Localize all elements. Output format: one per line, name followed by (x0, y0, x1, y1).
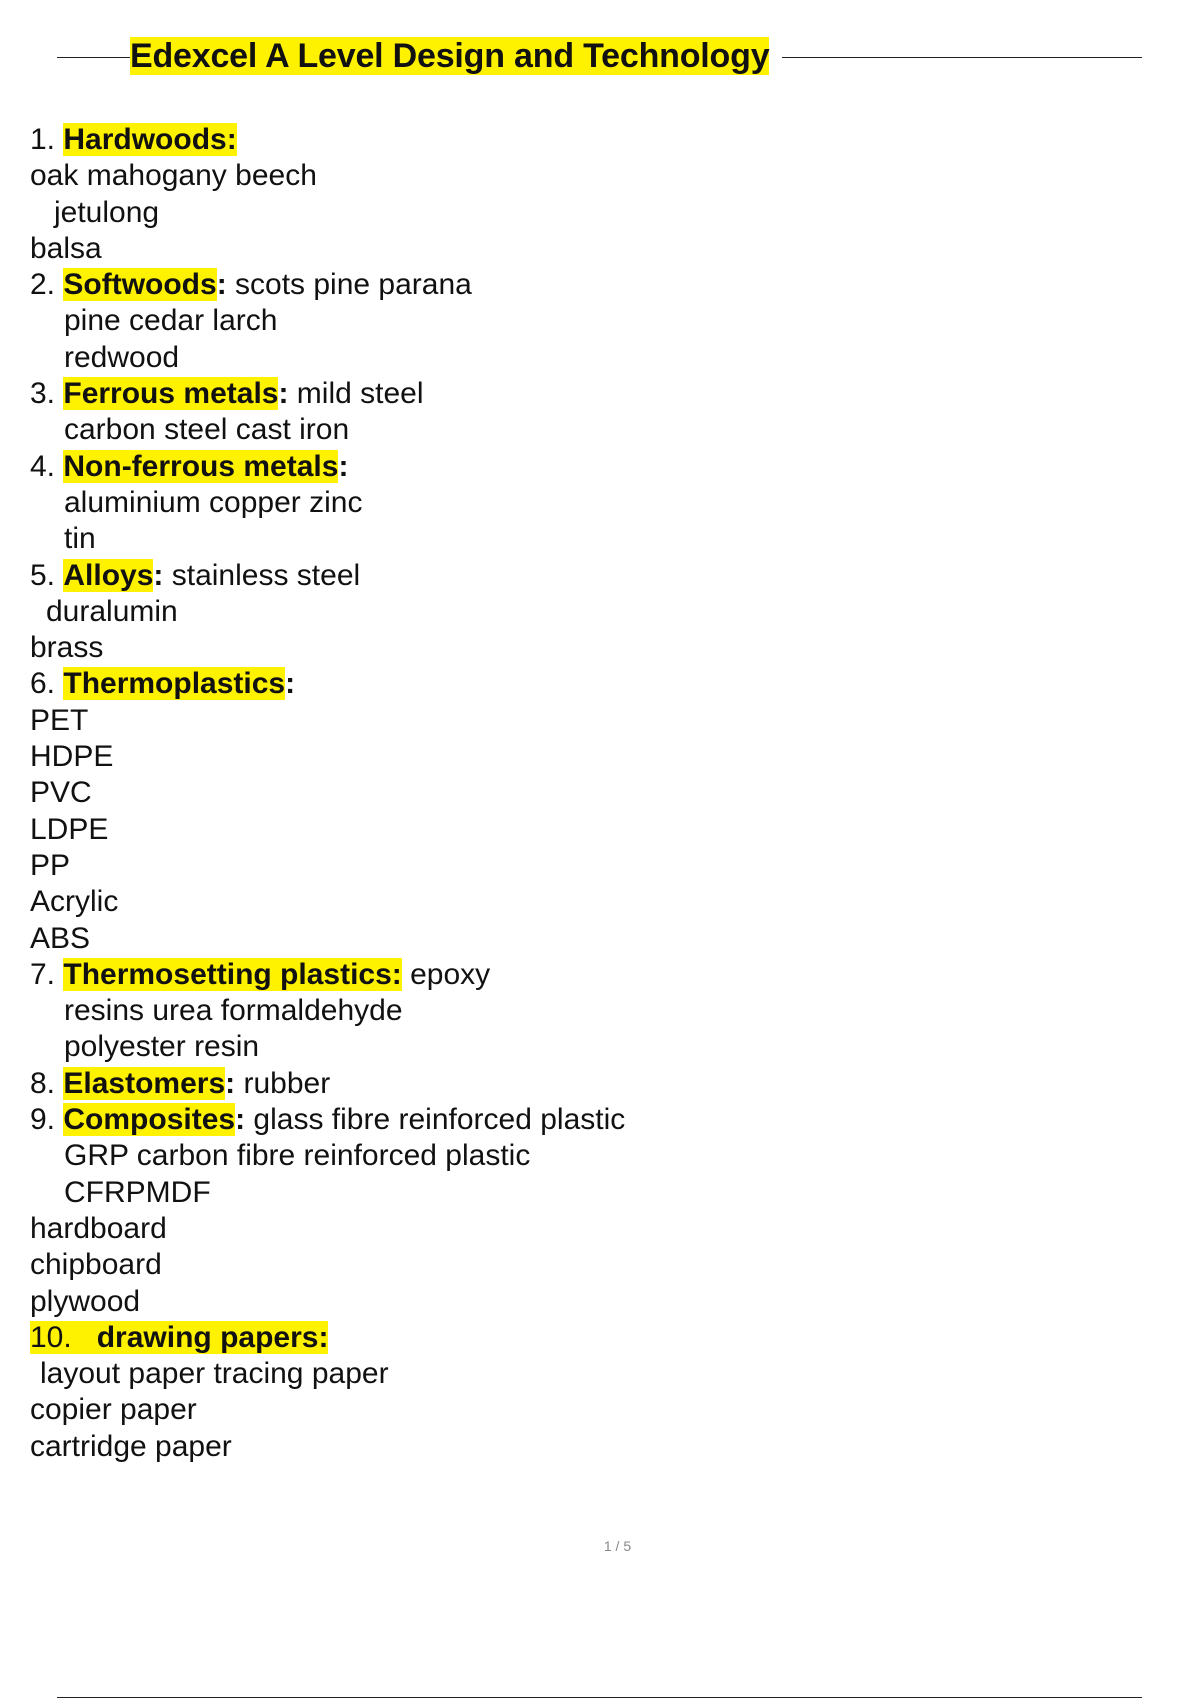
item-heading-colon: : (235, 1103, 246, 1137)
document-title (130, 35, 769, 77)
title-rule-right (782, 57, 1142, 58)
item-heading: drawing papers: (96, 1320, 329, 1354)
item-inline-text: epoxy (401, 957, 491, 991)
item-heading: Thermosetting plastics: (63, 957, 402, 991)
item-heading: Softwoods (63, 268, 217, 302)
item-heading-colon: : (338, 449, 349, 483)
list-item-thermoplastics (30, 666, 625, 702)
item-heading-colon: : (278, 377, 289, 411)
list-item-hardwoods (30, 122, 625, 158)
list-line: jetulong (54, 195, 160, 229)
item-number: 3. (30, 377, 56, 411)
item-heading-colon: : (216, 268, 227, 302)
list-line: ABS (30, 921, 91, 955)
item-heading: Elastomers (63, 1066, 226, 1100)
list-line: redwood (64, 340, 180, 374)
list-line: polyester resin (64, 1030, 260, 1064)
list-line: CFRPMDF (64, 1175, 211, 1209)
list-item-ferrous-metals (30, 376, 625, 412)
list-line: LDPE (30, 812, 109, 846)
item-number: 2. (30, 268, 56, 302)
list-line: plywood (30, 1284, 141, 1318)
item-number: 8. (30, 1066, 56, 1100)
list-item-non-ferrous-metals (30, 449, 625, 485)
item-heading: Thermoplastics (63, 667, 286, 701)
list-line: PP (30, 848, 71, 882)
list-line: pine cedar larch (64, 304, 278, 338)
item-heading-block (30, 1321, 328, 1354)
item-heading: Alloys (63, 558, 154, 592)
list-line: carbon steel cast iron (64, 413, 350, 447)
item-inline-text: rubber (235, 1066, 331, 1100)
item-heading: Composites (63, 1103, 236, 1137)
list-line: layout paper tracing paper (40, 1357, 389, 1391)
page-indicator: 1 / 5 (603, 1538, 632, 1554)
bottom-rule (57, 1697, 1142, 1698)
item-heading: Ferrous metals (63, 377, 279, 411)
item-heading-colon: : (225, 1066, 236, 1100)
list-line: resins urea formaldehyde (64, 994, 403, 1028)
list-line: copier paper (30, 1393, 197, 1427)
item-number: 7. (30, 957, 56, 991)
list-item-alloys (30, 558, 625, 594)
list-item-drawing-papers (30, 1320, 625, 1356)
list-line: PVC (30, 776, 92, 810)
list-item-composites (30, 1102, 625, 1138)
document-title-text: Edexcel A Level Design and Technology (130, 37, 770, 75)
item-number: 6. (30, 667, 56, 701)
item-inline-text: scots pine parana (226, 268, 472, 302)
item-heading-colon: : (285, 667, 296, 701)
list-line: HDPE (30, 740, 114, 774)
list-line: aluminium copper zinc (64, 485, 363, 519)
list-line: balsa (30, 231, 102, 265)
item-number: 5. (30, 558, 56, 592)
item-number: 9. (30, 1103, 56, 1137)
item-number: 1. (30, 123, 56, 156)
materials-list (30, 122, 625, 1465)
list-line: PET (30, 703, 89, 737)
list-line: Acrylic (30, 885, 119, 919)
item-inline-text: mild steel (288, 377, 424, 411)
item-inline-text: stainless steel (163, 558, 361, 592)
list-line: cartridge paper (30, 1429, 232, 1463)
list-line: duralumin (46, 594, 178, 628)
item-inline-text: glass fibre reinforced plastic (245, 1103, 626, 1137)
list-item-softwoods (30, 267, 625, 303)
item-heading: Hardwoods: (63, 123, 237, 156)
list-line: chipboard (30, 1248, 162, 1282)
list-item-elastomers (30, 1066, 625, 1102)
item-heading-colon: : (153, 558, 164, 592)
list-item-thermosetting-plastics (30, 957, 625, 993)
title-rule-left (57, 57, 130, 58)
list-line: GRP carbon fibre reinforced plastic (64, 1139, 531, 1173)
item-heading: Non-ferrous metals (63, 449, 339, 483)
list-line: hardboard (30, 1211, 167, 1245)
item-number: 4. (30, 449, 56, 483)
list-line: oak mahogany beech (30, 159, 317, 193)
item-number: 10. (30, 1320, 72, 1354)
list-line: tin (64, 522, 96, 556)
list-line: brass (30, 631, 104, 665)
